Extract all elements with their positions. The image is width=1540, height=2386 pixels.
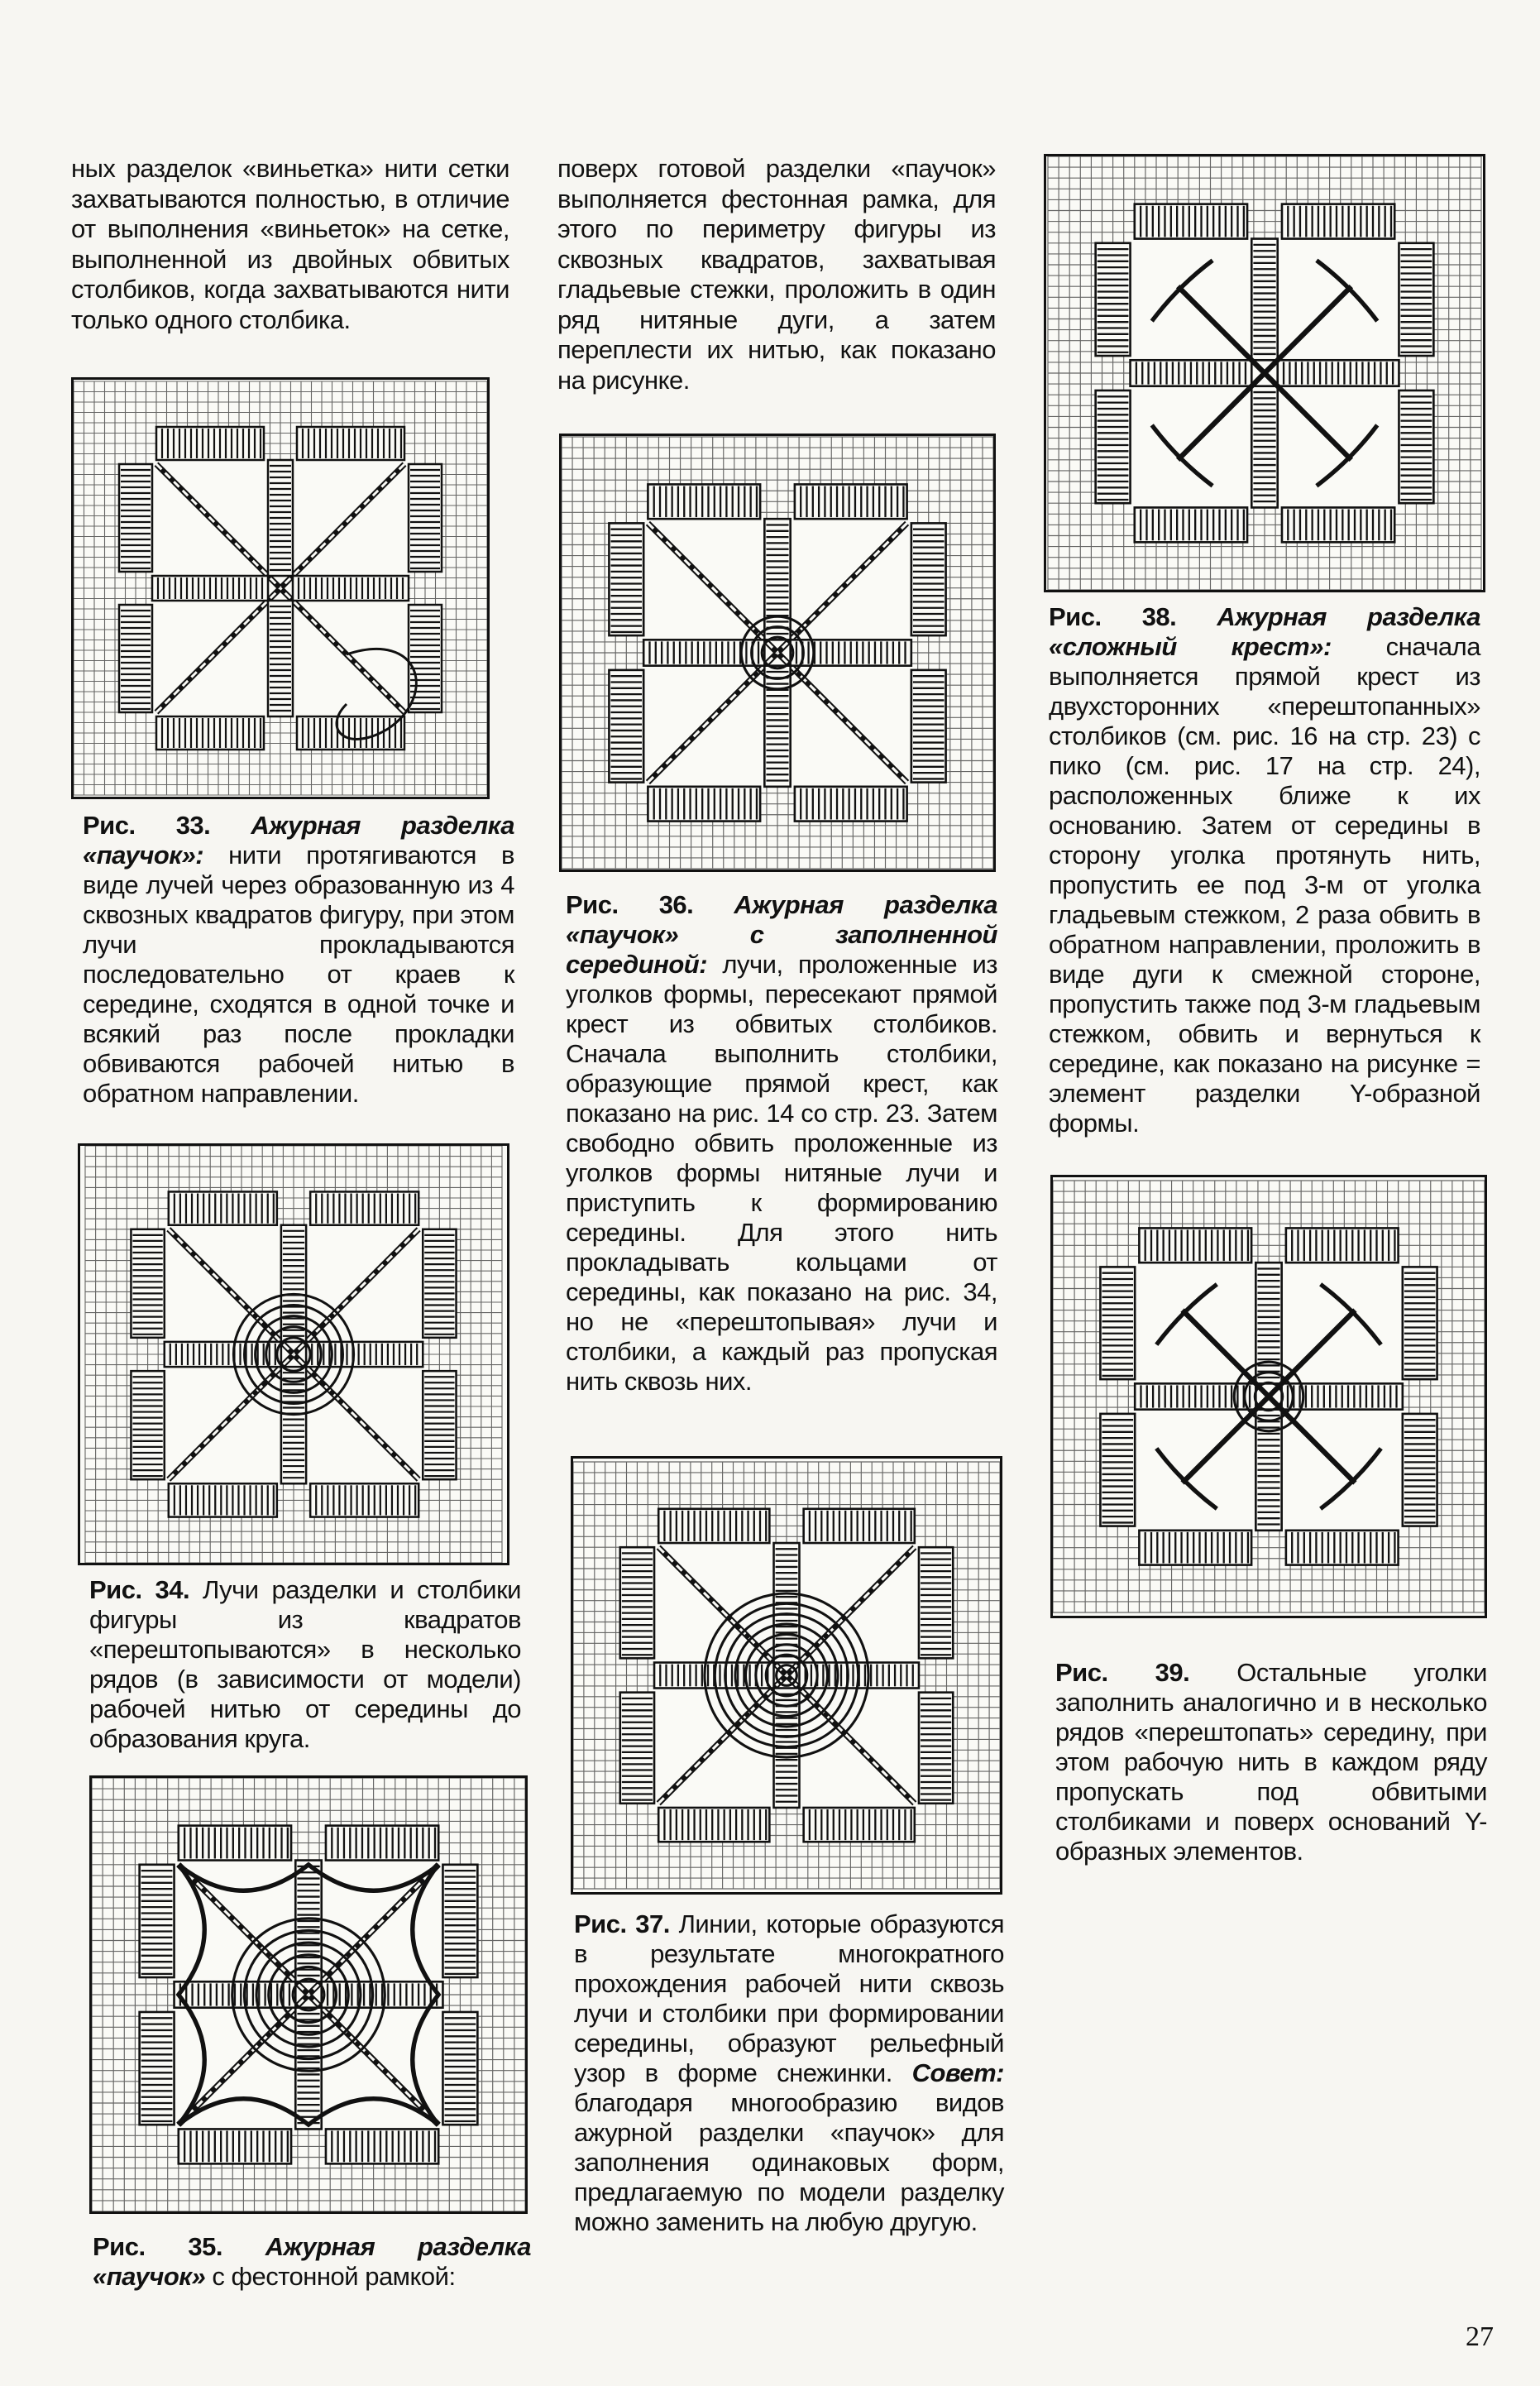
caption-fig35-title: Ажурная разделка «паучок» bbox=[93, 2232, 531, 2291]
caption-fig38 bbox=[1049, 602, 1480, 1138]
caption-fig39-text: Остальные уголки заполнить аналогично и в несколько рядов «перештопать» середину, при этом рабочую нить в каждом ряду пропускать под обвитыми столбиками и поверх оснований Y-образных элементов. bbox=[1055, 1658, 1487, 1866]
caption-fig33-label: Рис. 33. bbox=[83, 811, 211, 840]
caption-fig33 bbox=[83, 811, 514, 1109]
column1-intro-text: ных разделок «виньетка» нити сетки захватываются полностью, в отличие от выполнения «виньеток» на сетке, выполненной из двойных обвитых столбиков, когда захватываются нити только одного столбика. bbox=[71, 154, 509, 334]
caption-fig36-text: лучи, проложенные из уголков формы, пересекают прямой крест из обвитых столбиков. Сначала выполнить столбики, образующие прямой крест, как показано на рис. 14 со стр. 23. Затем свободно обвить проложенные из уголков формы нитяные лучи и приступить к формированию середины. Для этого нить прокладывать кольцами от середины, как показано на рис. 34, но не «перештопывая» лучи и столбики, а каждый раз пропуская нить сквозь них. bbox=[566, 950, 997, 1396]
caption-fig35-text: с фестонной рамкой: bbox=[212, 2262, 456, 2291]
figure-33 bbox=[71, 377, 490, 799]
caption-fig34-label: Рис. 34. bbox=[89, 1575, 190, 1604]
caption-fig39-label: Рис. 39. bbox=[1055, 1658, 1190, 1687]
caption-fig37-tip-label: Совет: bbox=[911, 2058, 1004, 2087]
caption-fig36 bbox=[566, 890, 997, 1397]
figure-35 bbox=[89, 1775, 528, 2214]
figure-34-drawing bbox=[80, 1146, 507, 1563]
figure-34 bbox=[78, 1143, 509, 1565]
caption-fig36-label: Рис. 36. bbox=[566, 890, 694, 919]
caption-fig37-text: Линии, которые образуются в результате многократного прохождения рабочей нити сквозь лучи и столбики при формировании середины, образуют рельефный узор в форме снежинки. bbox=[574, 1909, 1004, 2087]
caption-fig38-label: Рис. 38. bbox=[1049, 602, 1177, 631]
figure-37 bbox=[571, 1456, 1002, 1895]
figure-39-drawing bbox=[1053, 1177, 1485, 1616]
caption-fig33-text: нити протягиваются в виде лучей через образованную из 4 сквозных квадратов фигуру, при этом лучи прокладываются последовательно от краев к середине, сходятся в одной точке и всякий раз после прокладки обвиваются рабочей нитью в обратном направлении. bbox=[83, 841, 514, 1108]
column2-intro bbox=[557, 154, 996, 395]
caption-fig39 bbox=[1055, 1658, 1487, 1866]
column2-intro-text: поверх готовой разделки «паучок» выполняется фестонная рамка, для этого по периметру фигуры из сквозных квадратов, захватывая гладьевые стежки, проложить в один ряд нитяные дуги, а затем переплести их нитью, как показано на рисунке. bbox=[557, 154, 996, 395]
caption-fig35 bbox=[93, 2232, 531, 2292]
page-number: 27 bbox=[1466, 2321, 1494, 2352]
figure-38-drawing bbox=[1046, 156, 1483, 590]
caption-fig37-label: Рис. 37. bbox=[574, 1909, 670, 1938]
column1-intro bbox=[71, 154, 509, 335]
caption-fig37 bbox=[574, 1909, 1004, 2237]
caption-fig38-text: сначала выполняется прямой крест из двухсторонних «перештопанных» столбиков (см. рис. 16 на стр. 23) с пико (см. рис. 17 на стр. 24), расположенных ближе к их основанию. Затем от середины в сторону уголка протянуть нить, пропустить ее под 3-м от уголка гладьевым стежком, 2 раза обвить в обратном направлении, проложить в виде дуги к смежной стороне, пропустить также под 3-м гладьевым стежком, обвить и вернуться к середине, как показано на рисунке = элемент разделки Y-образной формы. bbox=[1049, 632, 1480, 1138]
caption-fig35-label: Рис. 35. bbox=[93, 2232, 222, 2261]
figure-39 bbox=[1050, 1175, 1487, 1618]
caption-fig36-title: Ажурная разделка «паучок» с заполненной серединой: bbox=[566, 890, 997, 979]
figure-36-drawing bbox=[562, 436, 993, 870]
caption-fig34-text: Лучи разделки и столбики фигуры из квадратов «перештопываются» в несколько рядов (в зависимости от модели) рабочей нитью от середины до образования круга. bbox=[89, 1575, 521, 1753]
caption-fig33-title: Ажурная разделка «паучок»: bbox=[83, 811, 514, 870]
caption-fig37-tip-text: благодаря многообразию видов ажурной разделки «паучок» для заполнения одинаковых форм, предлагаемую по модели разделку можно заменить на любую другую. bbox=[574, 2088, 1004, 2236]
figure-36 bbox=[559, 434, 996, 872]
figure-37-drawing bbox=[573, 1459, 1000, 1892]
caption-fig38-title: Ажурная разделка «сложный крест»: bbox=[1049, 602, 1480, 661]
figure-33-drawing bbox=[74, 380, 487, 797]
figure-38 bbox=[1044, 154, 1485, 592]
caption-fig34 bbox=[89, 1575, 521, 1754]
figure-35-drawing bbox=[92, 1778, 525, 2211]
